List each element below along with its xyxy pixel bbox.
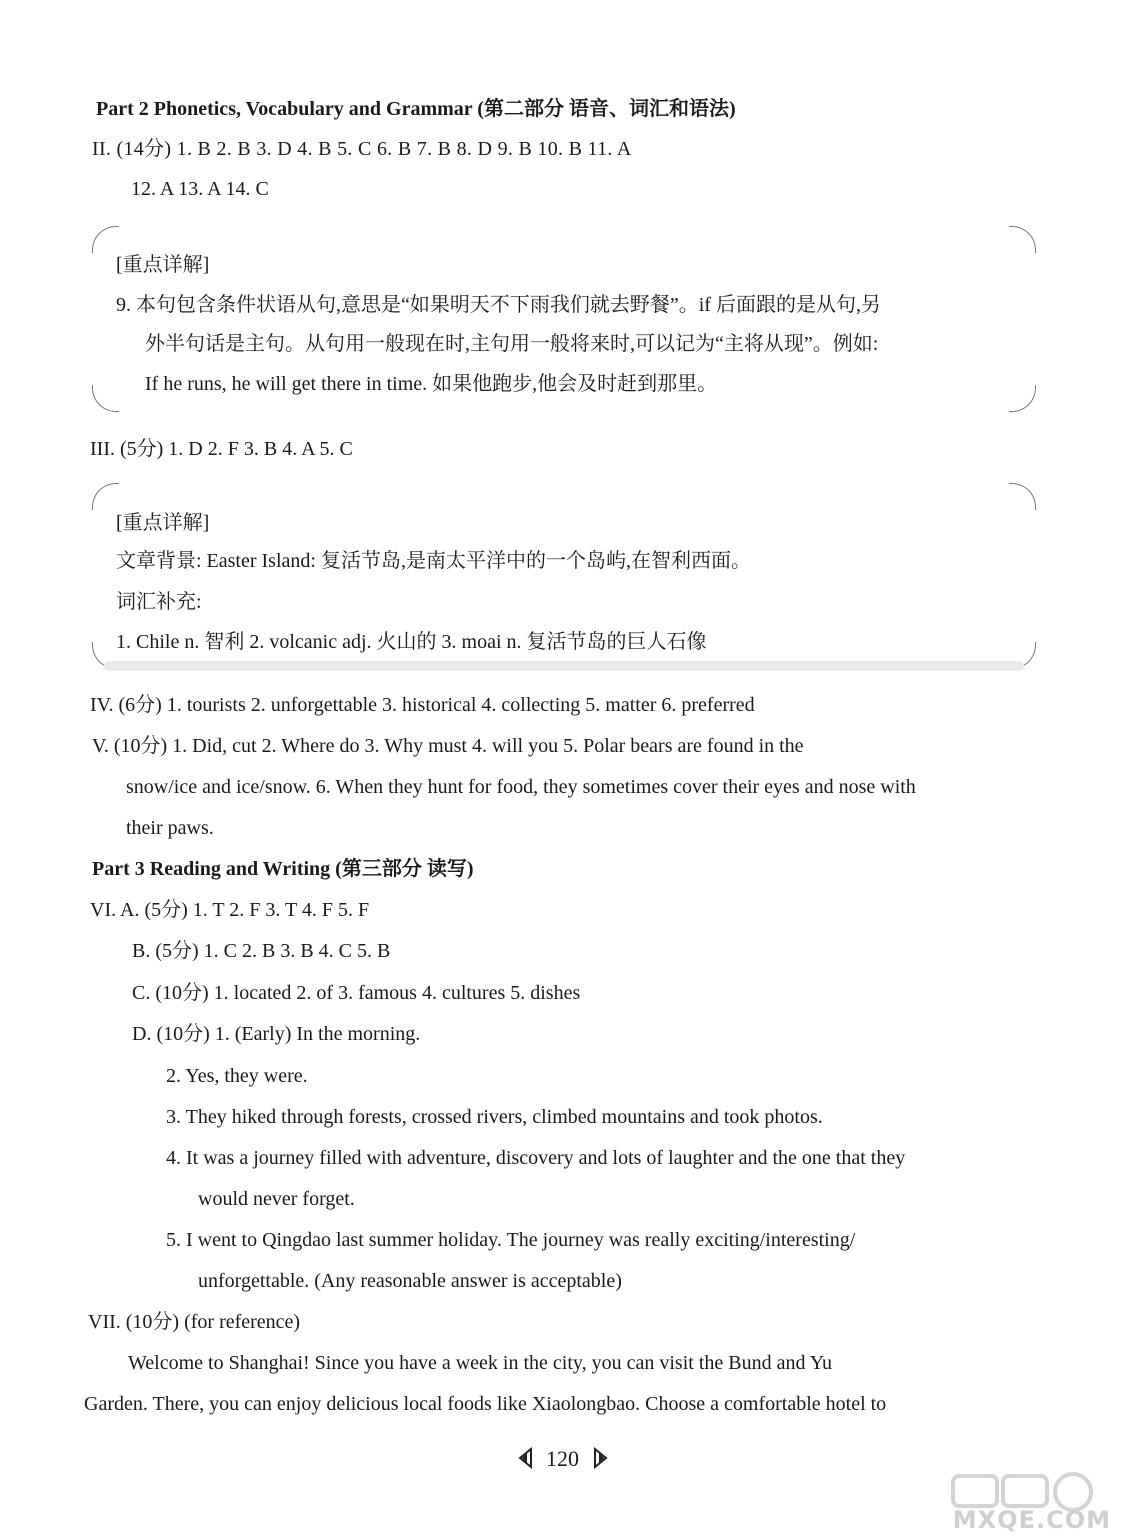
essay-line1: Welcome to Shanghai! Since you have a week in the city, you can visit the Bund and Yu — [128, 1352, 832, 1374]
box1-line3: If he runs, he will get there in time. 如果他跑步,他会及时赶到那里。 — [145, 373, 718, 395]
section-v-answers-line2: snow/ice and ice/snow. 6. When they hunt for food, they sometimes cover their eyes and nose with — [126, 776, 916, 798]
right-arrow-icon — [593, 1447, 609, 1475]
section-ii-answers-line2: 12. A 13. A 14. C — [131, 178, 269, 200]
section-iv-answers: IV. (6分) 1. tourists 2. unforgettable 3. historical 4. collecting 5. matter 6. preferred — [90, 694, 755, 716]
box2-line1: 文章背景: Easter Island: 复活节岛,是南太平洋中的一个岛屿,在智利西面。 — [116, 550, 751, 572]
left-arrow-icon — [517, 1447, 533, 1475]
part2-heading: Part 2 Phonetics, Vocabulary and Grammar (第二部分 语音、词汇和语法) — [96, 98, 736, 120]
box1-line2: 外半句话是主句。从句用一般现在时,主句用一般将来时,可以记为“主将从现”。例如: — [145, 333, 879, 355]
section-vi-a-answers: VI. A. (5分) 1. T 2. F 3. T 4. F 5. F — [90, 899, 370, 921]
section-v-answers-line1: V. (10分) 1. Did, cut 2. Where do 3. Why must 4. will you 5. Polar bears are found in the — [92, 735, 804, 757]
box1-line1: 9. 本句包含条件状语从句,意思是“如果明天不下雨我们就去野餐”。if 后面跟的是从句,另 — [116, 294, 881, 316]
box2-line3: 1. Chile n. 智利 2. volcanic adj. 火山的 3. moai n. 复活节岛的巨人石像 — [116, 631, 707, 653]
page-number: 120 — [546, 1446, 579, 1471]
section-vi-b-answers: B. (5分) 1. C 2. B 3. B 4. C 5. B — [132, 940, 391, 962]
section-vi-d-answer2: 2. Yes, they were. — [166, 1065, 308, 1087]
section-vii-heading: VII. (10分) (for reference) — [88, 1311, 301, 1333]
box1-title: [重点详解] — [116, 254, 210, 276]
section-ii-answers-line1: II. (14分) 1. B 2. B 3. D 4. B 5. C 6. B 7. B 8. D 9. B 10. B 11. A — [92, 138, 632, 160]
box2-title: [重点详解] — [116, 512, 210, 534]
part3-heading: Part 3 Reading and Writing (第三部分 读写) — [92, 858, 474, 880]
page-footer — [0, 1446, 1125, 1475]
section-vi-c-answers: C. (10分) 1. located 2. of 3. famous 4. cultures 5. dishes — [132, 982, 581, 1004]
section-vi-d-answer4-line2: would never forget. — [198, 1188, 355, 1210]
section-v-answers-line3: their paws. — [126, 817, 214, 839]
section-vi-d-answer3: 3. They hiked through forests, crossed rivers, climbed mountains and took photos. — [166, 1106, 823, 1128]
section-vi-d-answer5-line2: unforgettable. (Any reasonable answer is acceptable) — [198, 1270, 622, 1292]
watermark-text: MXQE.COM — [952, 1506, 1111, 1534]
section-vi-d-answer5-line1: 5. I went to Qingdao last summer holiday. The journey was really exciting/interesting/ — [166, 1229, 856, 1251]
section-vi-d-answer4-line1: 4. It was a journey filled with adventure, discovery and lots of laughter and the one that they — [166, 1147, 906, 1169]
box2-line2: 词汇补充: — [116, 591, 202, 613]
essay-line2: Garden. There, you can enjoy delicious local foods like Xiaolongbao. Choose a comfortable hotel to — [84, 1393, 887, 1415]
section-iii-answers: III. (5分) 1. D 2. F 3. B 4. A 5. C — [90, 438, 353, 460]
section-vi-d-answer1: D. (10分) 1. (Early) In the morning. — [132, 1023, 421, 1045]
